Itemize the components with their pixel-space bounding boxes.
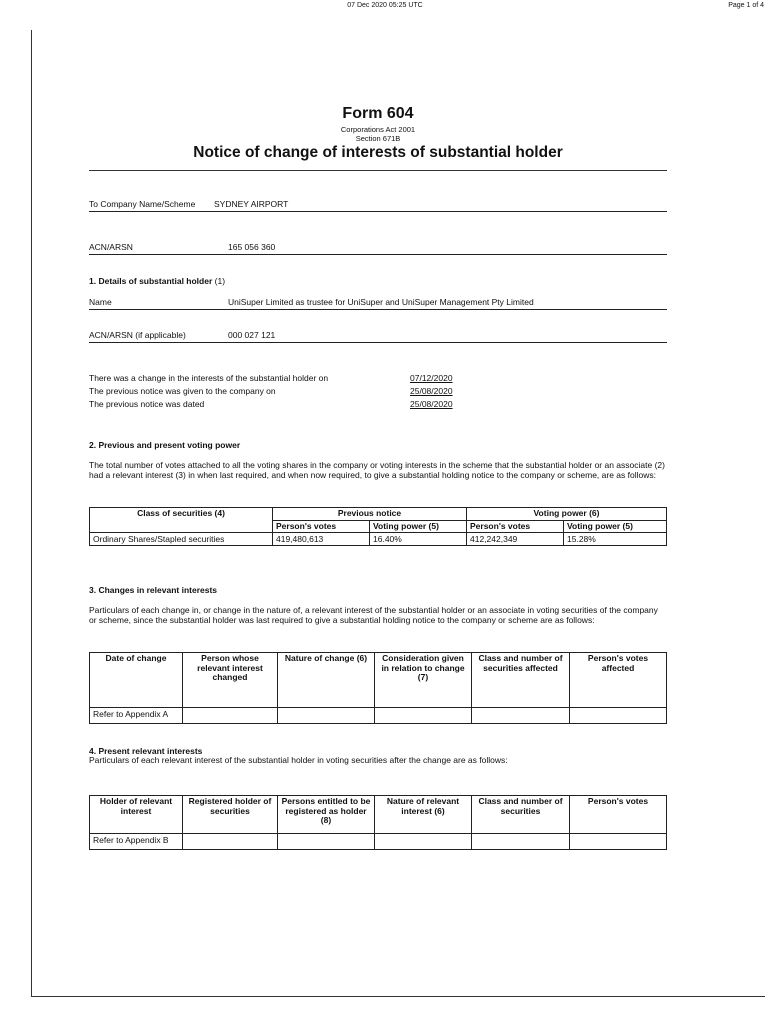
section4-heading: 4. Present relevant interests bbox=[89, 746, 203, 756]
row-prev-votes: 419,480,613 bbox=[273, 533, 370, 546]
col-prev-votes-header: Person's votes bbox=[273, 520, 370, 533]
col-class-number-securities: Class and number of securities bbox=[472, 796, 570, 834]
col-previous-header: Previous notice bbox=[273, 508, 467, 521]
table-row bbox=[90, 708, 667, 724]
col-holder: Holder of relevant interest bbox=[90, 796, 183, 834]
form-act: Corporations Act 2001 bbox=[340, 125, 416, 134]
holder-name-row bbox=[89, 297, 534, 307]
row-present-votes: 412,242,349 bbox=[467, 533, 564, 546]
change-date-value: 07/12/2020 bbox=[410, 373, 453, 383]
table-row bbox=[90, 834, 667, 850]
prev-notice-given-value: 25/08/2020 bbox=[410, 386, 453, 396]
col-nature-of-interest: Nature of relevant interest (6) bbox=[375, 796, 472, 834]
change-date-label: There was a change in the interests of the substantial holder on bbox=[89, 373, 329, 383]
form-section: Section 671B bbox=[355, 134, 401, 143]
prev-notice-dated-row bbox=[89, 398, 453, 411]
present-interests-table bbox=[89, 795, 667, 850]
appendix-a-ref: Refer to Appendix A bbox=[90, 708, 183, 724]
form-title: Form 604 bbox=[342, 105, 414, 122]
holder-name-label: Name bbox=[89, 297, 112, 307]
col-present-power-header: Voting power (5) bbox=[564, 520, 667, 533]
prev-notice-given-label: The previous notice was given to the company on bbox=[89, 386, 276, 396]
empty-cell bbox=[570, 708, 667, 724]
title-block bbox=[89, 105, 667, 162]
row-prev-power: 16.40% bbox=[370, 533, 467, 546]
col-date-of-change: Date of change bbox=[90, 653, 183, 708]
table-row bbox=[90, 533, 667, 546]
col-class-header: Class of securities (4) bbox=[90, 508, 273, 533]
section2-heading: 2. Previous and present voting power bbox=[89, 440, 241, 450]
acn-row bbox=[89, 242, 276, 252]
row-class: Ordinary Shares/Stapled securities bbox=[90, 533, 273, 546]
appendix-b-ref: Refer to Appendix B bbox=[90, 834, 183, 850]
col-prev-power-header: Voting power (5) bbox=[370, 520, 467, 533]
col-consideration: Consideration given in relation to change (7) bbox=[375, 653, 472, 708]
section3-heading: 3. Changes in relevant interests bbox=[89, 585, 218, 595]
col-registered-holder: Registered holder of securities bbox=[183, 796, 278, 834]
holder-acn-rule bbox=[89, 342, 667, 343]
title-rule bbox=[89, 170, 667, 171]
prev-notice-dated-value: 25/08/2020 bbox=[410, 399, 453, 409]
section1-heading bbox=[89, 276, 225, 286]
change-date-row bbox=[89, 372, 453, 385]
row-present-power: 15.28% bbox=[564, 533, 667, 546]
section3-paragraph: Particulars of each change in, or change in the nature of, a relevant interest of the substantial holder or an associate in voting securities of the company or scheme, since the substantial holder was last required to give a substantial holding notice to the company or scheme are as follows: bbox=[89, 605, 658, 625]
company-rule bbox=[89, 211, 667, 212]
col-present-header: Voting power (6) bbox=[467, 508, 667, 521]
col-nature-of-change: Nature of change (6) bbox=[278, 653, 375, 708]
voting-power-table bbox=[89, 507, 667, 546]
acn-value: 165 056 360 bbox=[228, 242, 276, 252]
prev-notice-dated-label: The previous notice was dated bbox=[89, 399, 205, 409]
empty-cell bbox=[375, 834, 472, 850]
notice-title: Notice of change of interests of substantial holder bbox=[193, 144, 563, 161]
acn-rule bbox=[89, 254, 667, 255]
empty-cell bbox=[570, 834, 667, 850]
col-present-votes-header: Person's votes bbox=[467, 520, 564, 533]
section1-heading-text: 1. Details of substantial holder bbox=[89, 276, 213, 286]
company-value: SYDNEY AIRPORT bbox=[214, 199, 289, 209]
empty-cell bbox=[183, 834, 278, 850]
col-persons-entitled: Persons entitled to be registered as holder (8) bbox=[278, 796, 375, 834]
holder-name-rule bbox=[89, 309, 667, 310]
empty-cell bbox=[472, 708, 570, 724]
holder-name-value: UniSuper Limited as trustee for UniSuper and UniSuper Management Pty Limited bbox=[228, 297, 534, 307]
section4-paragraph: Particulars of each relevant interest of the substantial holder in voting securities after the change are as follows: bbox=[89, 755, 508, 765]
holder-acn-label: ACN/ARSN (if applicable) bbox=[89, 330, 186, 340]
col-persons-votes-affected: Person's votes affected bbox=[570, 653, 667, 708]
col-person-whose-interest: Person whose relevant interest changed bbox=[183, 653, 278, 708]
company-label: To Company Name/Scheme bbox=[89, 199, 196, 209]
col-persons-votes: Person's votes bbox=[570, 796, 667, 834]
header-page-number: Page 1 of 4 bbox=[728, 2, 764, 9]
company-row bbox=[89, 199, 289, 209]
section1-heading-note: (1) bbox=[214, 276, 226, 286]
changes-table bbox=[89, 652, 667, 724]
empty-cell bbox=[278, 708, 375, 724]
header-timestamp: 07 Dec 2020 05:25 UTC bbox=[347, 2, 423, 9]
holder-acn-value: 000 027 121 bbox=[228, 330, 276, 340]
empty-cell bbox=[183, 708, 278, 724]
empty-cell bbox=[375, 708, 472, 724]
prev-notice-given-row bbox=[89, 385, 453, 398]
empty-cell bbox=[472, 834, 570, 850]
acn-label: ACN/ARSN bbox=[89, 242, 133, 252]
holder-acn-row bbox=[89, 330, 276, 340]
col-class-number: Class and number of securities affected bbox=[472, 653, 570, 708]
empty-cell bbox=[278, 834, 375, 850]
section2-paragraph: The total number of votes attached to all the voting shares in the company or voting interests in the scheme that the substantial holder or an associate (2) had a relevant interest (3) in when last required, and when now required, to give a substantial holding notice to the company or scheme, are as follows: bbox=[89, 460, 665, 480]
